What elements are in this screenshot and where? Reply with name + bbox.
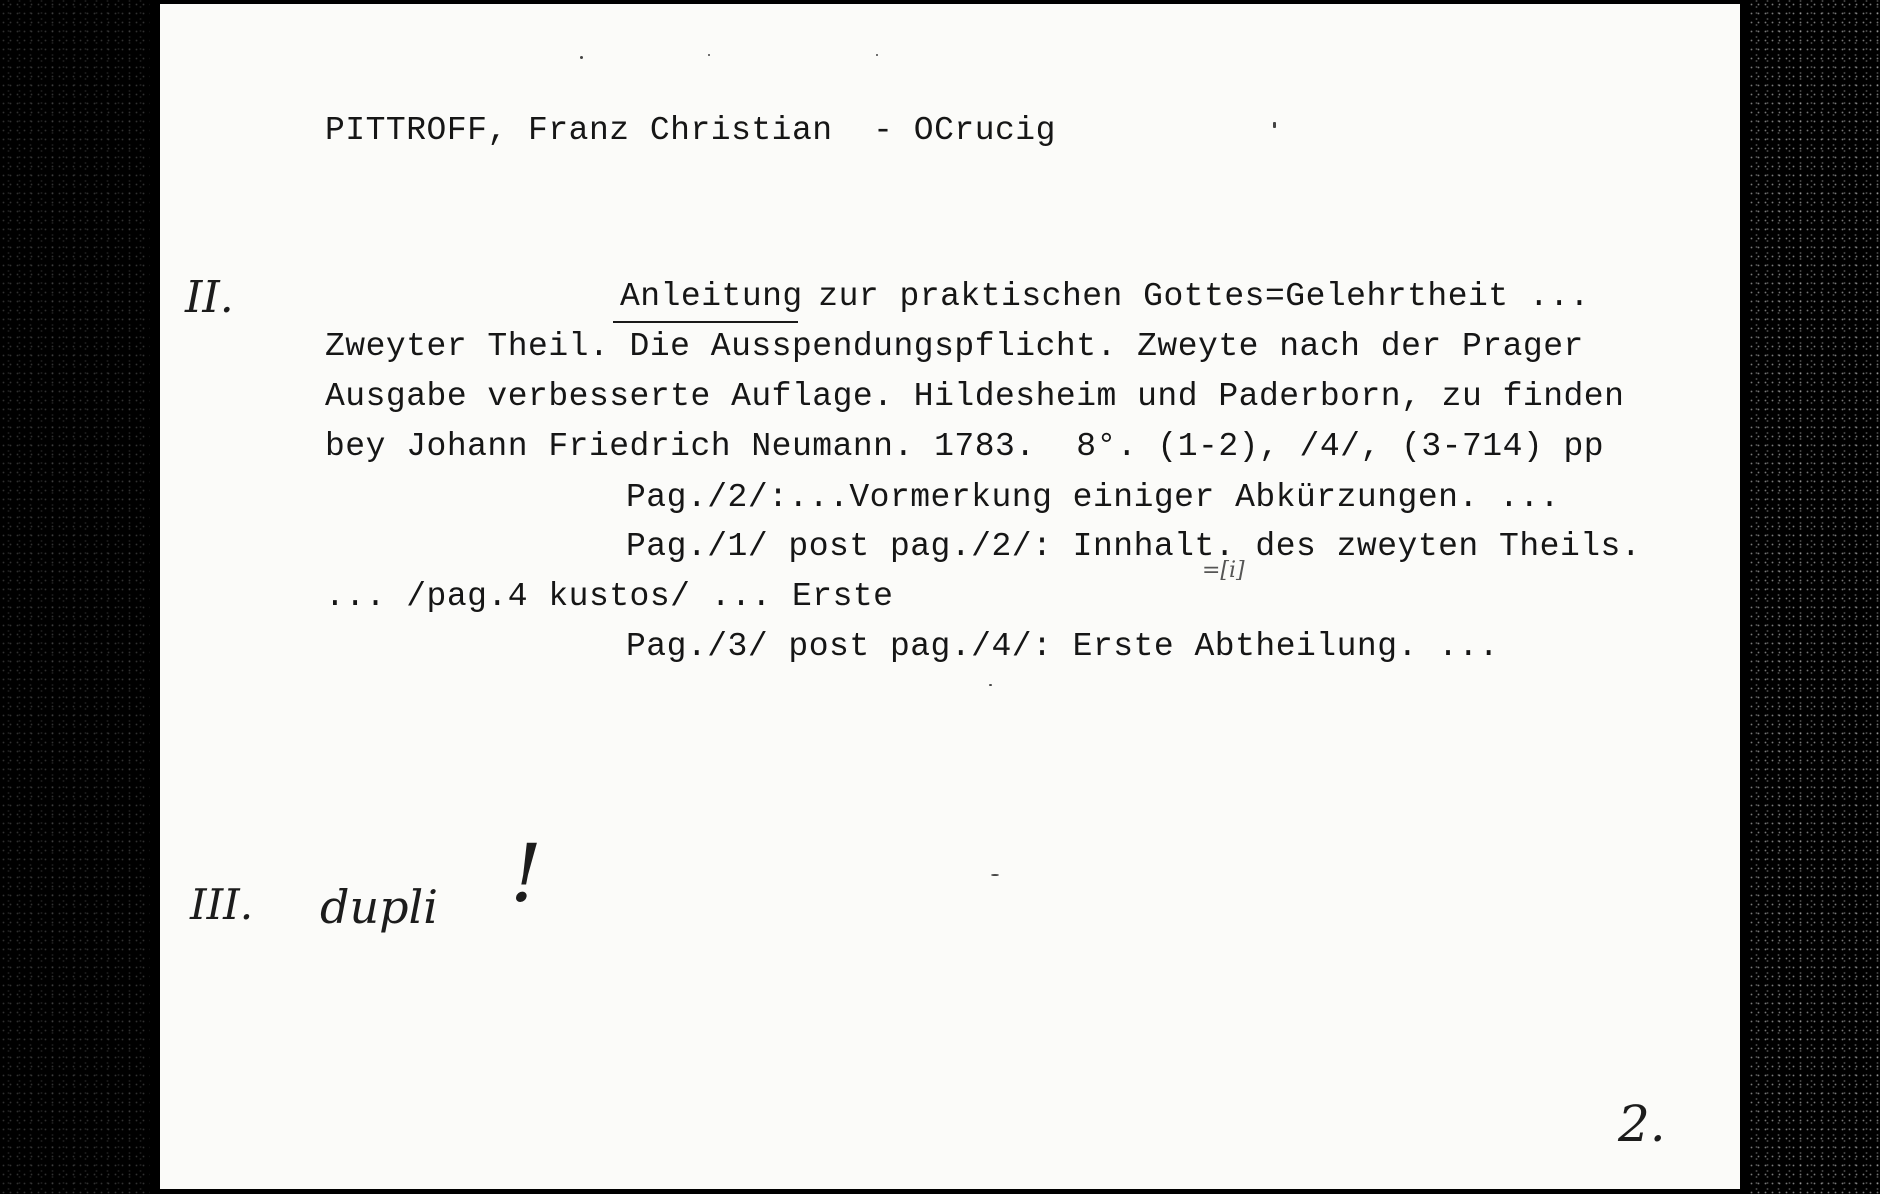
scan-speck [876,54,878,56]
margin-roman-three: III. [190,880,254,929]
scan-border-right [1748,0,1880,1194]
margin-roman-two: II. [185,272,234,323]
page-number: 2. [1618,1095,1666,1153]
scan-speck [580,56,583,59]
note-line-4: Pag./3/ post pag./4/: Erste Abtheilung. ... [626,628,1500,665]
body-line-1: Zweyter Theil. Die Ausspendungspflicht. Zweyte nach der Prager [325,328,1584,365]
scan-speck [991,874,999,876]
catalog-card [160,4,1740,1189]
title-underline [613,321,798,323]
scan-border-left [0,0,150,1194]
scan-speck [1273,122,1276,128]
body-line-2: Ausgabe verbesserte Auflage. Hildesheim und Paderborn, zu finden [325,378,1625,415]
card-heading: PITTROFF, Franz Christian - OCrucig [325,112,1056,149]
small-insert-mark: =[i] [1202,558,1245,583]
body-line-3: bey Johann Friedrich Neumann. 1783. 8°. (1-2), /4/, (3-714) pp [325,428,1605,465]
scan-speck [708,54,710,56]
note-line-1: Pag./2/:...Vormerkung einiger Abkürzungen. ... [626,479,1560,516]
title-underlined-word: Anleitung [620,278,803,315]
handwritten-annotation: dupli [320,880,438,934]
scan-speck [989,684,992,686]
note-line-2: Pag./1/ post pag./2/: Innhalt. des zweyten Theils. [626,528,1642,565]
note-line-3: ... /pag.4 kustos/ ... Erste [325,578,894,615]
title-rest: zur praktischen Gottes=Gelehrtheit ... [798,278,1590,315]
handwritten-exclamation: ! [510,827,543,920]
